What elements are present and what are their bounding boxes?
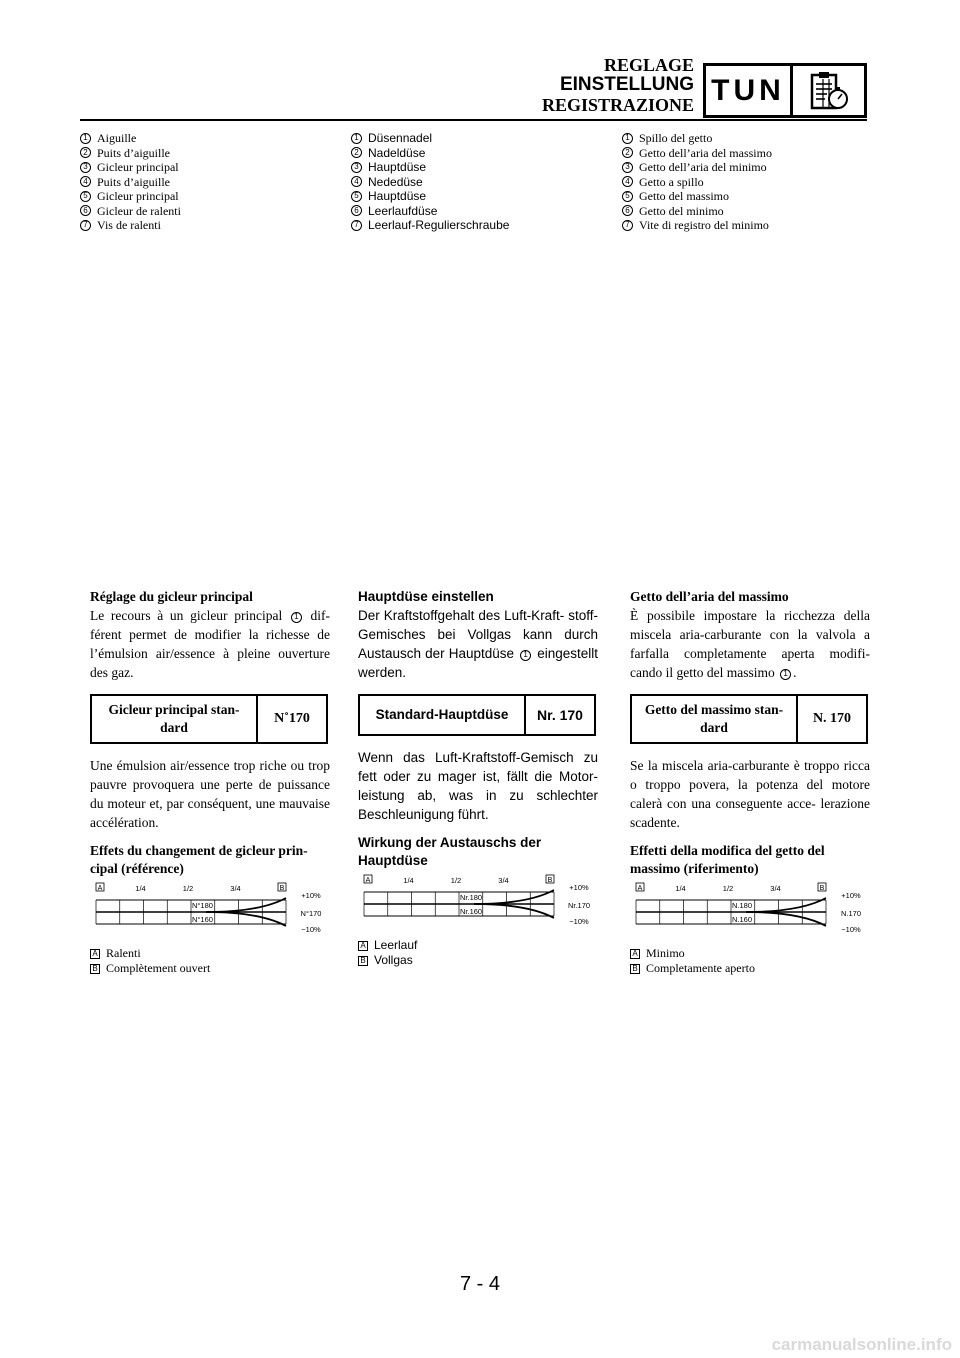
legend-item: [622, 204, 772, 219]
heading2-de: Wirkung der Austauschs der Hauptdüse: [358, 835, 542, 868]
legend-text: Puits d’aiguille: [97, 174, 170, 189]
legend-item: [622, 189, 772, 204]
legend-text: Nededüse: [368, 174, 423, 189]
label-a-marker: A: [358, 941, 368, 951]
legend-item: [80, 175, 181, 190]
legend-item: [622, 175, 772, 190]
legend-fr: [80, 131, 181, 233]
right-label: N.170: [840, 909, 862, 918]
legend-item: [622, 131, 772, 146]
curve-label-upper: N°180: [192, 901, 213, 910]
corner-label-b: B: [279, 885, 285, 892]
legend-item: [80, 204, 181, 219]
curve-label-upper: Nr.180: [460, 893, 483, 902]
heading2-fr: Effets du changement de gicleur prin- cipal (référence): [90, 843, 308, 876]
legend-item: [622, 218, 772, 233]
legend-item: [622, 146, 772, 161]
jet-chart-fr: [90, 882, 330, 944]
column-fr: [90, 588, 330, 976]
jet-chart-it: [630, 882, 870, 944]
legend-item: [351, 160, 509, 175]
legend-item: [80, 160, 181, 175]
x-tick-label: 3/4: [498, 876, 509, 885]
section-code: TUN: [711, 73, 785, 107]
label-b-marker: B: [90, 964, 100, 974]
legend-text: Getto a spillo: [639, 174, 704, 189]
title-fr: REGLAGE: [603, 55, 694, 75]
legend-item: [351, 175, 509, 190]
right-label: N°170: [300, 909, 322, 918]
clipboard-stopwatch-icon: [793, 63, 867, 118]
intro-fr: Le recours à un gicleur principal 1 dif- férent permet de modifier la richesse de l’émulsion air/essence à pleine ouverture des gaz.: [90, 608, 331, 680]
label-b: Completamente aperto: [646, 961, 755, 975]
ref-num: 1: [780, 669, 791, 680]
x-tick-label: 1/2: [182, 884, 194, 893]
heading-fr: Réglage du gicleur principal: [90, 589, 253, 604]
legend-item: [351, 218, 509, 233]
legend-number: 3: [80, 162, 91, 173]
legend-number: 6: [80, 205, 91, 216]
legend-item: [351, 146, 509, 161]
title-it: REGISTRAZIONE: [541, 95, 694, 115]
legend-item: [80, 131, 181, 146]
label-a: Leerlauf: [374, 938, 418, 952]
x-tick-label: 3/4: [770, 884, 781, 893]
legend-text: Leerlauf-Regulierschraube: [368, 218, 510, 232]
para2-fr: Une émulsion air/essence trop riche ou trop pauvre provoquera une perte de puissance du moteur et, par conséquent, une mauvaise accélération.: [90, 758, 330, 830]
label-b-marker: B: [630, 964, 640, 974]
legend-item: [80, 218, 181, 233]
legend-number: 6: [351, 205, 362, 216]
legend-text: Getto dell’aria del minimo: [639, 160, 767, 174]
label-b: Vollgas: [374, 953, 413, 967]
legend-item: [351, 131, 509, 146]
spec-value: N˚170: [274, 711, 310, 726]
spec-box-de: [358, 694, 596, 736]
legend-number: 1: [80, 133, 91, 144]
legend-it: [622, 131, 772, 233]
legend-text: Getto del massimo: [639, 189, 729, 203]
curve-label-lower: Nr.160: [460, 907, 483, 916]
legend-number: 5: [80, 191, 91, 202]
legend-text: Getto dell’aria del massimo: [639, 145, 772, 160]
legend-number: 2: [80, 147, 91, 158]
x-tick-label: 1/4: [403, 876, 414, 885]
x-tick-label: 1/2: [450, 876, 462, 885]
legend-text: Leerlaufdüse: [368, 203, 438, 218]
curve-label-lower: N°160: [192, 915, 213, 924]
legend-text: Puits d’aiguille: [97, 145, 170, 160]
intro-de: Der Kraftstoffgehalt des Luft-Kraft- stoff-Gemisches bei Vollgas kann durch Austausch der Hauptdüse 1 eingestellt werden.: [358, 608, 598, 680]
ref-num: 1: [291, 612, 302, 623]
curve-label-lower: N.160: [732, 915, 753, 924]
legend-number: 1: [351, 133, 362, 144]
right-label: −10%: [301, 925, 321, 934]
watermark: carmanualsonline.info: [771, 1335, 952, 1354]
right-label: +10%: [569, 883, 589, 892]
right-label: +10%: [301, 891, 321, 900]
para2-it: Se la miscela aria-carburante è troppo ricca o troppo povera, la potenza del motore calerà con una conseguente acce- lerazione scadente.: [630, 758, 870, 830]
legend-number: 7: [351, 220, 362, 231]
x-tick-label: 1/4: [135, 884, 146, 893]
spec-label: Getto del massimo stan- dard: [632, 696, 798, 742]
legend-text: Getto del minimo: [639, 203, 724, 218]
heading-de: Hauptdüse einstellen: [358, 589, 494, 604]
spec-value: Nr. 170: [537, 707, 583, 723]
heading2-it: Effetti della modifica del getto del massimo (riferimento): [630, 843, 825, 876]
header-rule: [80, 119, 867, 121]
para2-de: Wenn das Luft-Kraftstoff-Gemisch zu fett oder zu mager ist, fällt die Motor- leistung ab, was in zu schlechter Beschleunigung führt.: [358, 750, 598, 822]
legend-number: 3: [622, 162, 633, 173]
legend-text: Gicleur principal: [97, 189, 179, 203]
legend-text: Gicleur de ralenti: [97, 203, 181, 218]
legend-number: 4: [80, 176, 91, 187]
legend-number: 4: [351, 176, 362, 187]
column-de: [358, 588, 598, 968]
legend-number: 3: [351, 162, 362, 173]
legend-de: [351, 131, 509, 233]
column-it: [630, 588, 870, 976]
legend-number: 7: [80, 220, 91, 231]
label-a: Minimo: [646, 946, 685, 960]
spec-box-fr: [90, 694, 328, 744]
legend-item: [80, 189, 181, 204]
legend-text: Spillo del getto: [639, 131, 713, 145]
legend-number: 5: [351, 191, 362, 202]
section-titles: [542, 55, 694, 115]
label-b-marker: B: [358, 956, 368, 966]
page-number: 7 - 4: [459, 1273, 501, 1295]
legend-text: Hauptdüse: [368, 160, 427, 174]
spec-value: N. 170: [812, 711, 852, 726]
legend-item: [80, 146, 181, 161]
spec-box-it: [630, 694, 868, 744]
legend-text: Hauptdüse: [368, 189, 427, 203]
legend-number: 6: [622, 205, 633, 216]
legend-number: 2: [622, 147, 633, 158]
chart-labels-de: [358, 938, 598, 968]
label-a-marker: A: [630, 949, 640, 959]
legend-item: [351, 204, 509, 219]
label-a: Ralenti: [106, 946, 141, 960]
legend-number: 5: [622, 191, 633, 202]
legend-number: 7: [622, 220, 633, 231]
legend-text: Gicleur principal: [97, 160, 179, 174]
x-tick-label: 3/4: [230, 884, 241, 893]
label-a-marker: A: [90, 949, 100, 959]
chart-labels-it: [630, 946, 870, 976]
legend-text: Düsennadel: [368, 131, 433, 145]
title-de: EINSTELLUNG: [559, 74, 694, 95]
curve-label-upper: N.180: [732, 901, 753, 910]
legend-number: 1: [622, 133, 633, 144]
section-code-box: [703, 63, 793, 118]
right-label: Nr.170: [567, 901, 591, 910]
corner-label-b: B: [547, 877, 553, 884]
right-label: −10%: [841, 925, 861, 934]
legend-text: Nadeldüse: [368, 145, 426, 160]
spec-label: Gicleur principal stan- dard: [92, 696, 258, 742]
legend-item: [351, 189, 509, 204]
jet-chart-de: [358, 874, 598, 936]
spec-label: Standard-Hauptdüse: [360, 696, 526, 734]
legend-item: [622, 160, 772, 175]
corner-label-a: A: [97, 885, 103, 892]
corner-label-a: A: [365, 877, 371, 884]
legend-text: Vite di registro del minimo: [639, 218, 769, 232]
legend-number: 2: [351, 147, 362, 158]
x-tick-label: 1/4: [675, 884, 686, 893]
intro-it: È possibile impostare la ricchezza della miscela aria-carburante con la valvola a farfalla completamente aperta modifi- cando il getto del massimo 1 .: [630, 608, 870, 680]
ref-num: 1: [520, 650, 531, 661]
right-label: +10%: [841, 891, 861, 900]
label-b: Complètement ouvert: [106, 961, 211, 975]
x-tick-label: 1/2: [722, 884, 734, 893]
heading-it: Getto dell’aria del massimo: [630, 589, 789, 604]
chart-labels-fr: [90, 946, 330, 976]
right-label: −10%: [569, 917, 589, 926]
legend-text: Aiguille: [97, 131, 137, 145]
corner-label-a: A: [637, 885, 643, 892]
legend-number: 4: [622, 176, 633, 187]
legend-text: Vis de ralenti: [97, 218, 161, 232]
corner-label-b: B: [819, 885, 825, 892]
